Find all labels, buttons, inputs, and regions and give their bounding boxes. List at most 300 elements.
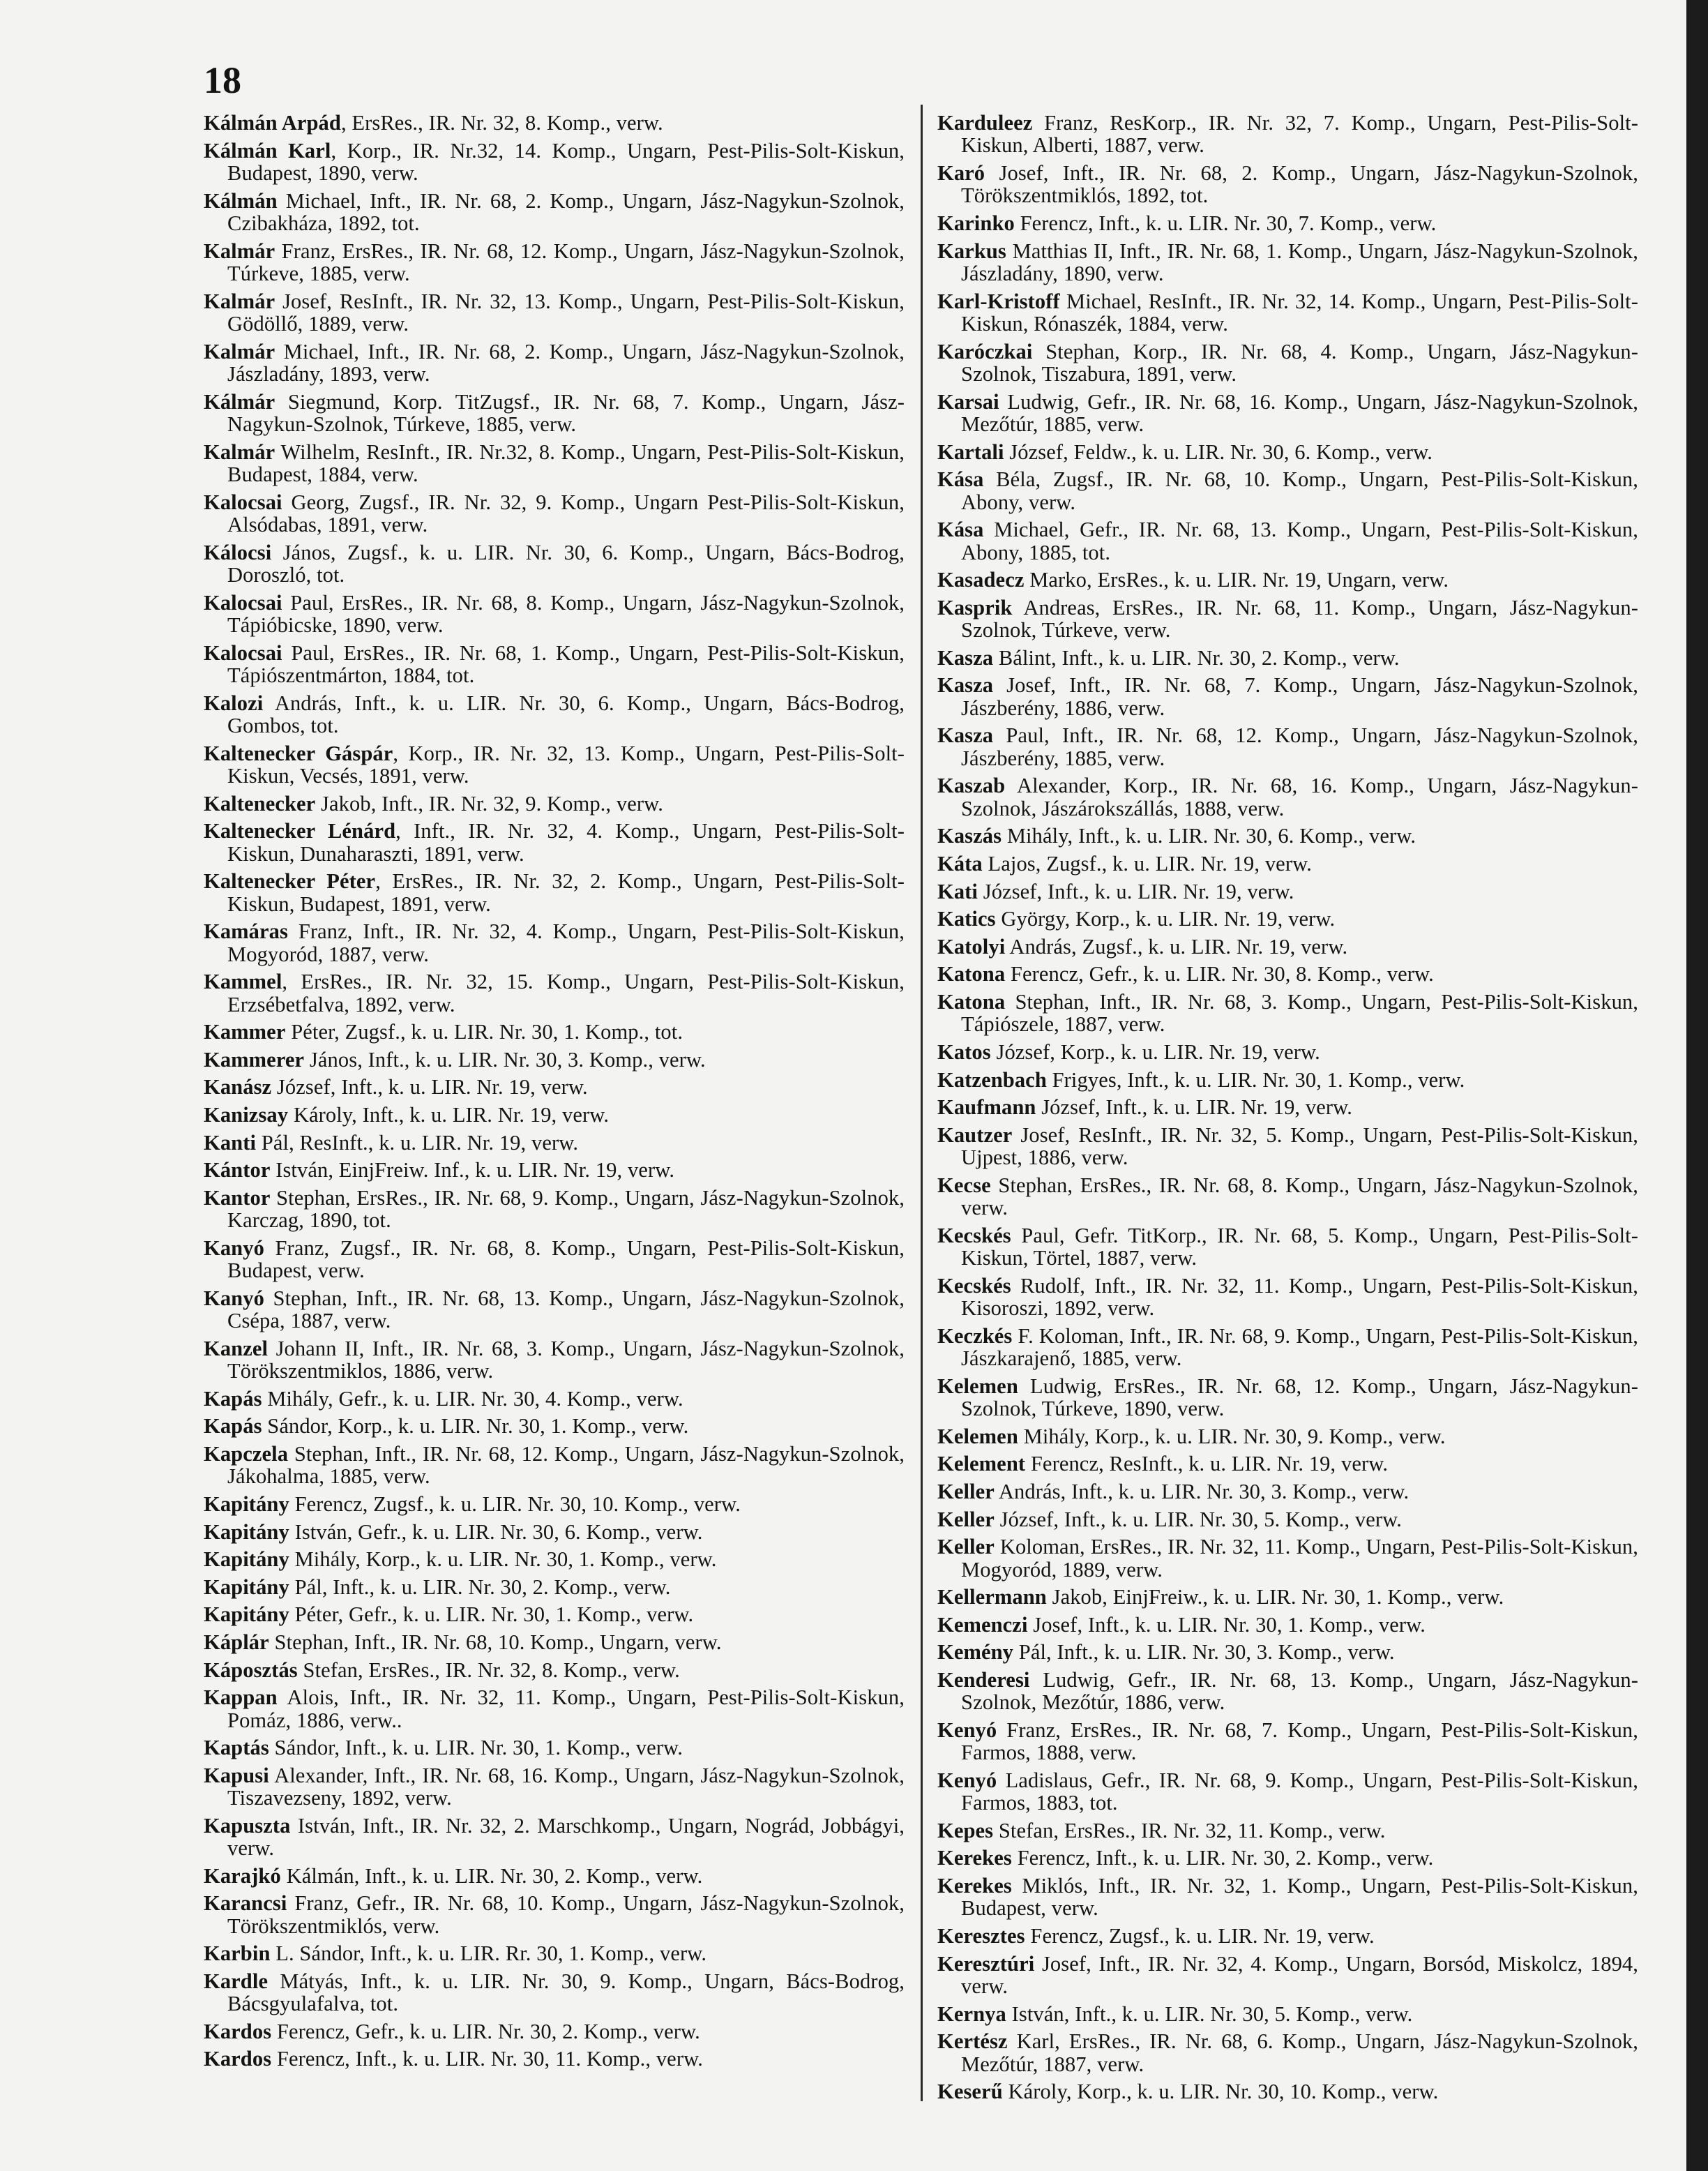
entry-surname: Kasza: [937, 673, 994, 698]
entry-details: Matthias II, Inft., IR. Nr. 68, 1. Komp., Ungarn, Jász-Nagykun-Szolnok, Jászladány, 1890, verw.: [961, 239, 1638, 285]
list-item: [937, 1275, 1638, 1320]
list-item: [204, 1659, 905, 1681]
list-item: [204, 642, 905, 687]
entry-details: Stephan, ErsRes., IR. Nr. 68, 9. Komp., Ungarn, Jász-Nagykun-Szolnok, Karczag, 1890, tot.: [227, 1185, 905, 1233]
list-item: [937, 880, 1638, 903]
entry-details: József, Inft., k. u. LIR. Nr. 19, verw.: [1036, 1095, 1352, 1120]
entry-details: Franz, Gefr., IR. Nr. 68, 10. Komp., Ungarn, Jász-Nagykun-Szolnok, Törökszentmiklós, verw.: [227, 1891, 905, 1938]
entry-surname: Kardle: [204, 1969, 269, 1993]
entry-details: József, Inft., k. u. LIR. Nr. 19, verw.: [978, 879, 1294, 903]
entry-surname: Kecskés: [937, 1223, 1011, 1247]
entry-surname: Kasza: [937, 645, 994, 670]
entry-details: , ErsRes., IR. Nr. 32, 8. Komp., verw.: [340, 111, 663, 135]
entry-details: Pál, Inft., k. u. LIR. Nr. 30, 3. Komp., verw.: [1013, 1640, 1395, 1665]
entry-surname: Kaltenecker Péter: [204, 869, 376, 894]
list-item: [204, 1132, 905, 1154]
list-item: [937, 1325, 1638, 1370]
entry-surname: Kantor: [204, 1185, 271, 1210]
entry-surname: Katona: [937, 989, 1006, 1014]
entry-details: Pál, ResInft., k. u. LIR. Nr. 19, verw.: [256, 1130, 579, 1155]
entry-surname: Kapitány: [204, 1602, 289, 1627]
entry-details: Andreas, ErsRes., IR. Nr. 68, 11. Komp., Ungarn, Jász-Nagykun-Szolnok, Túrkeve, verw.: [961, 595, 1638, 643]
entry-details: Pál, Inft., k. u. LIR. Nr. 30, 2. Komp., verw.: [289, 1575, 671, 1599]
entry-details: Franz, Inft., IR. Nr. 32, 4. Komp., Ungarn, Pest-Pilis-Solt-Kiskun, Mogyoród, 1887, verw.: [227, 919, 905, 966]
entry-details: Josef, Inft., IR. Nr. 68, 7. Komp., Ungarn, Jász-Nagykun-Szolnok, Jászberény, 1886, verw.: [961, 673, 1638, 720]
list-item: [204, 1021, 905, 1043]
list-item: [937, 162, 1638, 207]
list-item: [204, 1892, 905, 1937]
entry-surname: Kepes: [937, 1818, 994, 1842]
entry-surname: Katics: [937, 907, 996, 931]
entry-details: János, Zugsf., k. u. LIR. Nr. 30, 6. Komp., Ungarn, Bács-Bodrog, Doroszló, tot.: [227, 540, 905, 587]
entry-details: Béla, Zugsf., IR. Nr. 68, 10. Komp., Ungarn, Pest-Pilis-Solt-Kiskun, Abony, verw.: [961, 467, 1638, 514]
scan-dark-edge: [1686, 0, 1708, 2171]
entry-surname: Kaufmann: [937, 1095, 1036, 1120]
entry-surname: Kálmán Arpád: [204, 111, 341, 135]
entry-surname: Kartali: [937, 440, 1004, 464]
entry-details: Ferencz, ResInft., k. u. LIR. Nr. 19, verw.: [1025, 1452, 1389, 1476]
entry-surname: Kertész: [937, 2029, 1008, 2054]
entry-details: Paul, Inft., IR. Nr. 68, 12. Komp., Ungarn, Jász-Nagykun-Szolnok, Jászberény, 1885, verw.: [961, 723, 1638, 770]
list-item: [937, 468, 1638, 513]
entry-surname: Karsai: [937, 389, 999, 414]
entry-surname: Kelemen: [937, 1424, 1018, 1448]
entry-surname: Kardos: [204, 2047, 272, 2071]
list-item: [204, 1576, 905, 1598]
entry-surname: Kántor: [204, 1158, 271, 1182]
entry-details: István, Inft., k. u. LIR. Nr. 30, 5. Komp., verw.: [1006, 2001, 1413, 2026]
list-item: [204, 1631, 905, 1653]
entry-details: Mihály, Korp., k. u. LIR. Nr. 30, 1. Komp., verw.: [289, 1547, 717, 1572]
entry-details: Mihály, Gefr., k. u. LIR. Nr. 30, 4. Komp., verw.: [262, 1386, 683, 1411]
entry-details: , Korp., IR. Nr. 32, 13. Komp., Ungarn, Pest-Pilis-Solt-Kiskun, Vecsés, 1891, verw.: [227, 741, 905, 788]
entry-surname: Keczkés: [937, 1323, 1013, 1348]
entry-surname: Kardos: [204, 2019, 272, 2043]
entry-surname: Kapitány: [204, 1547, 289, 1572]
list-item: [937, 2030, 1638, 2075]
entry-surname: Kaltenecker Lénárd: [204, 819, 396, 843]
list-item: [937, 1041, 1638, 1063]
column-divider: [921, 105, 923, 2101]
entry-details: György, Korp., k. u. LIR. Nr. 19, verw.: [995, 907, 1336, 931]
entry-details: Michael, Gefr., IR. Nr. 68, 13. Komp., Ungarn, Pest-Pilis-Solt-Kiskun, Abony, 1885, tot.: [961, 518, 1638, 564]
list-item: [937, 212, 1638, 234]
list-item: [937, 596, 1638, 642]
list-item: [204, 970, 905, 1016]
entry-surname: Keller: [937, 1507, 995, 1531]
entry-surname: Káposztás: [204, 1658, 298, 1682]
entry-details: Michael, Inft., IR. Nr. 68, 2. Komp., Ungarn, Jász-Nagykun-Szolnok, Jászladány, 1893, verw.: [227, 339, 905, 386]
entry-surname: Karinko: [937, 211, 1015, 235]
entry-details: Ferencz, Gefr., k. u. LIR. Nr. 30, 8. Komp., verw.: [1005, 962, 1434, 986]
list-item: [937, 674, 1638, 719]
entry-details: Ferencz, Zugsf., k. u. LIR. Nr. 19, verw.: [1025, 1924, 1375, 1948]
entry-surname: Kalocsai: [204, 590, 282, 615]
list-item: [204, 1049, 905, 1071]
entry-details: Miklós, Inft., IR. Nr. 32, 1. Komp., Ungarn, Pest-Pilis-Solt-Kiskun, Budapest, verw.: [961, 1874, 1638, 1921]
entry-surname: Katolyi: [937, 934, 1006, 959]
entry-details: Ludwig, ErsRes., IR. Nr. 68, 12. Komp., Ungarn, Jász-Nagykun-Szolnok, Túrkeve, 1890, verw.: [961, 1374, 1638, 1421]
list-item: [937, 1641, 1638, 1663]
entry-surname: Kalmár: [204, 239, 275, 263]
entry-details: Ludwig, Gefr., IR. Nr. 68, 16. Komp., Ungarn, Jász-Nagykun-Szolnok, Mezőtúr, 1885, verw.: [961, 389, 1638, 436]
entry-details: Sándor, Korp., k. u. LIR. Nr. 30, 1. Komp., verw.: [262, 1414, 689, 1438]
entry-details: Rudolf, Inft., IR. Nr. 32, 11. Komp., Ungarn, Pest-Pilis-Solt-Kiskun, Kisoroszi, 1892, verw.: [961, 1273, 1638, 1321]
list-item: [204, 592, 905, 637]
list-item: [204, 1970, 905, 2015]
entry-surname: Kati: [937, 879, 978, 903]
entry-surname: Kása: [937, 467, 984, 492]
entry-surname: Kasprik: [937, 595, 1013, 619]
list-item: [937, 774, 1638, 820]
entry-surname: Kaszás: [937, 824, 1002, 848]
list-item: [204, 820, 905, 865]
entry-surname: Kapuszta: [204, 1813, 291, 1838]
entry-surname: Kerekes: [937, 1874, 1012, 1898]
entry-details: Ferencz, Inft., k. u. LIR. Nr. 30, 2. Komp., verw.: [1011, 1846, 1434, 1870]
entry-surname: Kenyó: [937, 1718, 997, 1742]
list-item: [204, 1815, 905, 1860]
entry-details: József, Inft., k. u. LIR. Nr. 30, 5. Komp., verw.: [994, 1507, 1403, 1531]
entry-surname: Kenyó: [937, 1768, 997, 1792]
list-item: [937, 1425, 1638, 1448]
list-item: [204, 1287, 905, 1332]
entry-surname: Kaptás: [204, 1736, 269, 1760]
entry-surname: Karóczkai: [937, 339, 1033, 363]
entry-surname: Kammel: [204, 970, 282, 994]
entry-surname: Kalocsai: [204, 490, 282, 514]
list-item: [937, 936, 1638, 958]
entry-details: Stefan, ErsRes., IR. Nr. 32, 11. Komp., verw.: [993, 1818, 1386, 1842]
list-item: [937, 647, 1638, 669]
list-item: [204, 541, 905, 587]
list-item: [937, 1669, 1638, 1714]
entry-surname: Kapczela: [204, 1441, 289, 1466]
list-item: [204, 1736, 905, 1759]
entry-details: András, Zugsf., k. u. LIR. Nr. 19, verw.: [1005, 934, 1348, 959]
list-item: [204, 692, 905, 737]
entry-details: Franz, Zugsf., IR. Nr. 68, 8. Komp., Ungarn, Pest-Pilis-Solt-Kiskun, Budapest, verw.: [227, 1235, 905, 1283]
list-item: [937, 1614, 1638, 1636]
entry-surname: Keresztúri: [937, 1951, 1035, 1976]
list-item: [204, 1521, 905, 1543]
entry-details: Jakob, EinjFreiw., k. u. LIR. Nr. 30, 1. Komp., verw.: [1046, 1585, 1504, 1609]
entry-surname: Kemenczi: [937, 1612, 1028, 1637]
entry-surname: Karduleez: [937, 111, 1033, 135]
list-item: [937, 1096, 1638, 1118]
entry-surname: Kálmár: [204, 389, 275, 414]
entry-surname: Kanyó: [204, 1286, 264, 1310]
entry-surname: Káplár: [204, 1630, 269, 1654]
list-item: [204, 441, 905, 486]
entry-details: Koloman, ErsRes., IR. Nr. 32, 11. Komp., Ungarn, Pest-Pilis-Solt-Kiskun, Mogyoród, 1889, verw.: [961, 1535, 1638, 1582]
entry-details: Josef, ResInft., IR. Nr. 32, 13. Komp., Ungarn, Pest-Pilis-Solt-Kiskun, Gödöllő, 1889, verw.: [227, 289, 905, 336]
entry-surname: Kanzel: [204, 1336, 269, 1360]
list-item: [204, 112, 905, 134]
list-item: [937, 1174, 1638, 1219]
entry-details: Ludwig, Gefr., IR. Nr. 68, 13. Komp., Ungarn, Jász-Nagykun-Szolnok, Mezőtúr, 1886, verw.: [961, 1667, 1638, 1715]
entry-details: Paul, ErsRes., IR. Nr. 68, 1. Komp., Ungarn, Pest-Pilis-Solt-Kiskun, Tápiószentmárton, 1884, tot.: [227, 640, 905, 687]
entry-details: Josef, Inft., k. u. LIR. Nr. 30, 1. Komp., verw.: [1027, 1612, 1426, 1637]
list-item: [204, 920, 905, 966]
entry-details: Josef, Inft., IR. Nr. 32, 4. Komp., Ungarn, Borsód, Miskolcz, 1894, verw.: [961, 1951, 1638, 1999]
list-item: [937, 240, 1638, 285]
list-item: [937, 290, 1638, 336]
entry-surname: Kelemen: [937, 1374, 1018, 1398]
entry-surname: Kapás: [204, 1414, 262, 1438]
list-item: [937, 908, 1638, 930]
list-item: [204, 140, 905, 185]
list-item: [937, 1586, 1638, 1608]
entry-details: István, Inft., IR. Nr. 32, 2. Marschkomp., Ungarn, Nográd, Jobbágyi, verw.: [227, 1813, 905, 1861]
list-item: [937, 340, 1638, 386]
entry-surname: Kenderesi: [937, 1667, 1030, 1692]
entry-surname: Karbin: [204, 1941, 271, 1966]
list-item: [937, 441, 1638, 463]
list-item: [937, 2080, 1638, 2103]
list-item: [204, 391, 905, 436]
entry-details: Paul, ErsRes., IR. Nr. 68, 8. Komp., Ungarn, Jász-Nagykun-Szolnok, Tápióbicske, 1890, verw.: [227, 590, 905, 637]
entry-details: Jakob, Inft., IR. Nr. 32, 9. Komp., verw.: [315, 791, 663, 816]
list-item: [937, 1508, 1638, 1531]
entry-surname: Katzenbach: [937, 1067, 1047, 1092]
entry-details: Josef, ResInft., IR. Nr. 32, 5. Komp., Ungarn, Pest-Pilis-Solt-Kiskun, Ujpest, 1886, verw.: [961, 1122, 1638, 1170]
entry-surname: Kammerer: [204, 1047, 305, 1072]
entry-details: Ferencz, Gefr., k. u. LIR. Nr. 30, 2. Komp., verw.: [271, 2019, 700, 2043]
list-item: [937, 569, 1638, 591]
entry-details: András, Inft., k. u. LIR. Nr. 30, 3. Komp., verw.: [994, 1479, 1410, 1503]
entry-details: Stephan, Korp., IR. Nr. 68, 4. Komp., Ungarn, Jász-Nagykun-Szolnok, Tiszabura, 1891, verw.: [961, 339, 1638, 386]
entry-surname: Karajkó: [204, 1863, 281, 1888]
list-item: [204, 742, 905, 788]
entry-details: Wilhelm, ResInft., IR. Nr.32, 8. Komp., Ungarn, Pest-Pilis-Solt-Kiskun, Budapest, 1884, verw.: [227, 440, 905, 486]
entry-surname: Kaszab: [937, 774, 1006, 798]
list-item: [937, 1847, 1638, 1869]
entry-surname: Kautzer: [937, 1122, 1013, 1147]
entry-details: F. Koloman, Inft., IR. Nr. 68, 9. Komp., Ungarn, Pest-Pilis-Solt-Kiskun, Jászkarajenő, 1885, verw.: [961, 1323, 1638, 1371]
entry-surname: Kalmár: [204, 440, 275, 464]
entry-details: Stephan, Inft., IR. Nr. 68, 3. Komp., Ungarn, Pest-Pilis-Solt-Kiskun, Tápiószele, 1887, verw.: [961, 989, 1638, 1037]
list-item: [204, 1493, 905, 1515]
entry-surname: Káta: [937, 851, 983, 876]
list-item: [204, 1865, 905, 1887]
entry-details: Péter, Zugsf., k. u. LIR. Nr. 30, 1. Komp., tot.: [285, 1020, 683, 1044]
list-item: [937, 1069, 1638, 1091]
entry-details: Mihály, Korp., k. u. LIR. Nr. 30, 9. Komp., verw.: [1018, 1424, 1446, 1448]
entry-details: Péter, Gefr., k. u. LIR. Nr. 30, 1. Komp., verw.: [289, 1602, 694, 1627]
entry-details: L. Sándor, Inft., k. u. LIR. Rr. 30, 1. Komp., verw.: [270, 1941, 707, 1966]
entry-details: Stefan, ErsRes., IR. Nr. 32, 8. Komp., verw.: [297, 1658, 680, 1682]
entry-details: Franz, ErsRes., IR. Nr. 68, 12. Komp., Ungarn, Jász-Nagykun-Szolnok, Túrkeve, 1885, verw.: [227, 239, 905, 285]
list-item: [204, 1942, 905, 1965]
entry-surname: Karkus: [937, 239, 1006, 263]
entry-surname: Kálocsi: [204, 540, 272, 564]
entry-details: Sándor, Inft., k. u. LIR. Nr. 30, 1. Komp., verw.: [269, 1736, 683, 1760]
list-item: [937, 518, 1638, 564]
entry-surname: Kálmán: [204, 188, 278, 213]
list-item: [204, 792, 905, 815]
list-item: [204, 1104, 905, 1126]
entry-surname: Kernya: [937, 2001, 1006, 2026]
list-item: [204, 1764, 905, 1810]
entry-details: Johann II, Inft., IR. Nr. 68, 3. Komp., Ungarn, Jász-Nagykun-Szolnok, Törökszentmiklos, 1886, verw.: [227, 1336, 905, 1383]
entry-details: Mátyás, Inft., k. u. LIR. Nr. 30, 9. Komp., Ungarn, Bács-Bodrog, Bácsgyulafalva, tot.: [227, 1969, 905, 2016]
entry-surname: Kecskés: [937, 1273, 1011, 1298]
list-item: [937, 1452, 1638, 1475]
entry-surname: Kasadecz: [937, 568, 1025, 592]
entry-surname: Kalmár: [204, 289, 275, 313]
list-item: [204, 1076, 905, 1098]
entry-surname: Kelement: [937, 1452, 1026, 1476]
entry-surname: Keresztes: [937, 1924, 1025, 1948]
list-item: [937, 112, 1638, 157]
entry-details: Ferencz, Inft., k. u. LIR. Nr. 30, 11. Komp., verw.: [271, 2047, 703, 2071]
list-item: [937, 724, 1638, 769]
entry-surname: Kapás: [204, 1386, 262, 1411]
entry-details: Josef, Inft., IR. Nr. 68, 2. Komp., Ungarn, Jász-Nagykun-Szolnok, Törökszentmiklós, 1892, tot.: [961, 161, 1638, 208]
list-item: [204, 870, 905, 915]
entry-details: Siegmund, Korp. TitZugsf., IR. Nr. 68, 7. Komp., Ungarn, Jász-Nagykun-Szolnok, Túrkeve, 1885, verw.: [227, 389, 905, 436]
list-item: [937, 1819, 1638, 1842]
list-item: [937, 1224, 1638, 1270]
list-item: [937, 1953, 1638, 1998]
entry-details: Károly, Inft., k. u. LIR. Nr. 19, verw.: [288, 1102, 610, 1127]
entry-surname: Kerekes: [937, 1846, 1012, 1870]
list-item: [937, 991, 1638, 1036]
entry-surname: Kammer: [204, 1020, 286, 1044]
entry-details: József, Korp., k. u. LIR. Nr. 19, verw.: [990, 1039, 1320, 1064]
entry-details: Ladislaus, Gefr., IR. Nr. 68, 9. Komp., Ungarn, Pest-Pilis-Solt-Kiskun, Farmos, 1883, tot.: [961, 1768, 1638, 1815]
entry-details: , ErsRes., IR. Nr. 32, 2. Komp., Ungarn, Pest-Pilis-Solt-Kiskun, Budapest, 1891, verw.: [227, 869, 905, 916]
entry-surname: Kanász: [204, 1075, 272, 1099]
entry-surname: Kaltenecker Gáspár: [204, 741, 393, 765]
list-item: [937, 852, 1638, 875]
entry-surname: Karl-Kristoff: [937, 289, 1060, 313]
list-item: [937, 1375, 1638, 1420]
entry-details: Marko, ErsRes., k. u. LIR. Nr. 19, Ungarn, verw.: [1024, 568, 1449, 592]
list-item: [204, 1237, 905, 1282]
entry-details: Kálmán, Inft., k. u. LIR. Nr. 30, 2. Komp., verw.: [280, 1863, 703, 1888]
list-item: [937, 1124, 1638, 1169]
entry-surname: Kanyó: [204, 1235, 264, 1260]
entry-surname: Katona: [937, 962, 1006, 986]
entry-surname: Kanti: [204, 1130, 257, 1155]
entry-details: , Korp., IR. Nr.32, 14. Komp., Ungarn, Pest-Pilis-Solt-Kiskun, Budapest, 1890, verw.: [227, 138, 905, 185]
entry-surname: Kaltenecker: [204, 791, 316, 816]
entry-details: Ferencz, Inft., k. u. LIR. Nr. 30, 7. Komp., verw.: [1014, 211, 1437, 235]
list-item: [937, 1535, 1638, 1581]
entry-surname: Katos: [937, 1039, 991, 1064]
entry-details: Alois, Inft., IR. Nr. 32, 11. Komp., Ungarn, Pest-Pilis-Solt-Kiskun, Pomáz, 1886, verw..: [227, 1685, 905, 1732]
entry-details: Franz, ErsRes., IR. Nr. 68, 7. Komp., Ungarn, Pest-Pilis-Solt-Kiskun, Farmos, 1888, verw.: [961, 1718, 1638, 1765]
entry-details: István, Gefr., k. u. LIR. Nr. 30, 6. Komp., verw.: [289, 1519, 703, 1544]
entry-surname: Kálmán Karl: [204, 138, 331, 163]
list-item: [937, 1769, 1638, 1815]
entry-details: Franz, ResKorp., IR. Nr. 32, 7. Komp., Ungarn, Pest-Pilis-Solt-Kiskun, Alberti, 1887, verw.: [961, 111, 1638, 158]
entry-surname: Keserű: [937, 2080, 1003, 2104]
list-item: [204, 1686, 905, 1731]
list-item: [204, 190, 905, 235]
entry-details: , ErsRes., IR. Nr. 32, 15. Komp., Ungarn, Pest-Pilis-Solt-Kiskun, Erzsébetfalva, 1892, verw.: [227, 970, 905, 1016]
entry-details: Stephan, Inft., IR. Nr. 68, 10. Komp., Ungarn, verw.: [269, 1630, 722, 1654]
entry-details: Georg, Zugsf., IR. Nr. 32, 9. Komp., Ungarn Pest-Pilis-Solt-Kiskun, Alsódabas, 1891, verw.: [227, 490, 905, 536]
list-item: [204, 2020, 905, 2043]
entry-details: József, Inft., k. u. LIR. Nr. 19, verw.: [271, 1075, 588, 1099]
list-item: [204, 340, 905, 386]
entry-details: István, EinjFreiw. Inf., k. u. LIR. Nr. 19, verw.: [270, 1158, 675, 1182]
list-item: [204, 491, 905, 536]
entry-details: Stephan, Inft., IR. Nr. 68, 12. Komp., Ungarn, Jász-Nagykun-Szolnok, Jákohalma, 1885, verw.: [227, 1441, 905, 1489]
entry-details: Lajos, Zugsf., k. u. LIR. Nr. 19, verw.: [982, 851, 1312, 876]
entry-details: Alexander, Inft., IR. Nr. 68, 16. Komp., Ungarn, Jász-Nagykun-Szolnok, Tiszavezseny, 1892, verw.: [227, 1763, 905, 1810]
entry-surname: Kapusi: [204, 1763, 269, 1787]
entry-details: Stephan, ErsRes., IR. Nr. 68, 8. Komp., Ungarn, Jász-Nagykun-Szolnok, verw.: [961, 1173, 1638, 1220]
entry-details: Michael, Inft., IR. Nr. 68, 2. Komp., Ungarn, Jász-Nagykun-Szolnok, Czibakháza, 1892, tot.: [227, 188, 905, 235]
left-column: [204, 112, 905, 2075]
entry-details: Michael, ResInft., IR. Nr. 32, 14. Komp., Ungarn, Pest-Pilis-Solt-Kiskun, Rónaszék, 1884, verw.: [961, 289, 1638, 336]
entry-surname: Kamáras: [204, 919, 288, 944]
entry-surname: Kemény: [937, 1640, 1014, 1665]
entry-surname: Kappan: [204, 1685, 278, 1710]
list-item: [204, 1603, 905, 1625]
entry-surname: Kapitány: [204, 1575, 289, 1599]
entry-surname: Kalozi: [204, 691, 264, 715]
entry-details: Paul, Gefr. TitKorp., IR. Nr. 68, 5. Komp., Ungarn, Pest-Pilis-Solt-Kiskun, Törtel, 1887, verw.: [961, 1223, 1638, 1270]
list-item: [937, 1719, 1638, 1764]
list-item: [204, 240, 905, 285]
entry-surname: Kapitány: [204, 1492, 289, 1516]
list-item: [937, 391, 1638, 436]
entry-surname: Kása: [937, 518, 984, 542]
entry-surname: Kapitány: [204, 1519, 289, 1544]
entry-details: András, Inft., k. u. LIR. Nr. 30, 6. Komp., Ungarn, Bács-Bodrog, Gombos, tot.: [227, 691, 905, 737]
right-column: [937, 112, 1638, 2108]
list-item: [204, 1415, 905, 1437]
entry-details: Ferencz, Zugsf., k. u. LIR. Nr. 30, 10. Komp., verw.: [289, 1492, 741, 1516]
entry-details: Mihály, Inft., k. u. LIR. Nr. 30, 6. Komp., verw.: [1002, 824, 1416, 848]
list-item: [204, 1159, 905, 1181]
list-item: [937, 2003, 1638, 2025]
entry-details: József, Feldw., k. u. LIR. Nr. 30, 6. Komp., verw.: [1004, 440, 1433, 464]
entry-surname: Kellermann: [937, 1585, 1047, 1609]
entry-details: Alexander, Korp., IR. Nr. 68, 16. Komp., Ungarn, Jász-Nagykun-Szolnok, Jászárokszállás, 1888, verw.: [961, 774, 1638, 820]
entry-details: Károly, Korp., k. u. LIR. Nr. 30, 10. Komp., verw.: [1002, 2080, 1439, 2104]
list-item: [204, 1548, 905, 1570]
entry-details: Stephan, Inft., IR. Nr. 68, 13. Komp., Ungarn, Jász-Nagykun-Szolnok, Csépa, 1887, verw.: [227, 1286, 905, 1333]
page-number: 18: [204, 59, 241, 101]
list-item: [937, 1925, 1638, 1947]
list-item: [204, 1187, 905, 1232]
entry-details: Karl, ErsRes., IR. Nr. 68, 6. Komp., Ungarn, Jász-Nagykun-Szolnok, Mezőtúr, 1887, verw.: [961, 2029, 1638, 2076]
entry-surname: Karancsi: [204, 1891, 287, 1916]
entry-surname: Kalocsai: [204, 640, 282, 665]
list-item: [937, 825, 1638, 847]
list-item: [204, 1388, 905, 1410]
entry-details: , Inft., IR. Nr. 32, 4. Komp., Ungarn, Pest-Pilis-Solt-Kiskun, Dunaharaszti, 1891, verw.: [227, 819, 905, 866]
entry-surname: Kalmár: [204, 339, 275, 363]
list-item: [204, 1337, 905, 1383]
list-item: [204, 290, 905, 336]
entry-surname: Kecse: [937, 1173, 991, 1197]
entry-details: Bálint, Inft., k. u. LIR. Nr. 30, 2. Komp., verw.: [993, 645, 1400, 670]
entry-details: János, Inft., k. u. LIR. Nr. 30, 3. Komp., verw.: [304, 1047, 706, 1072]
entry-surname: Keller: [937, 1535, 995, 1559]
entry-surname: Kanizsay: [204, 1102, 289, 1127]
list-item: [937, 1480, 1638, 1503]
entry-details: Frigyes, Inft., k. u. LIR. Nr. 30, 1. Komp., verw.: [1046, 1067, 1465, 1092]
list-item: [937, 963, 1638, 985]
list-item: [204, 2048, 905, 2070]
